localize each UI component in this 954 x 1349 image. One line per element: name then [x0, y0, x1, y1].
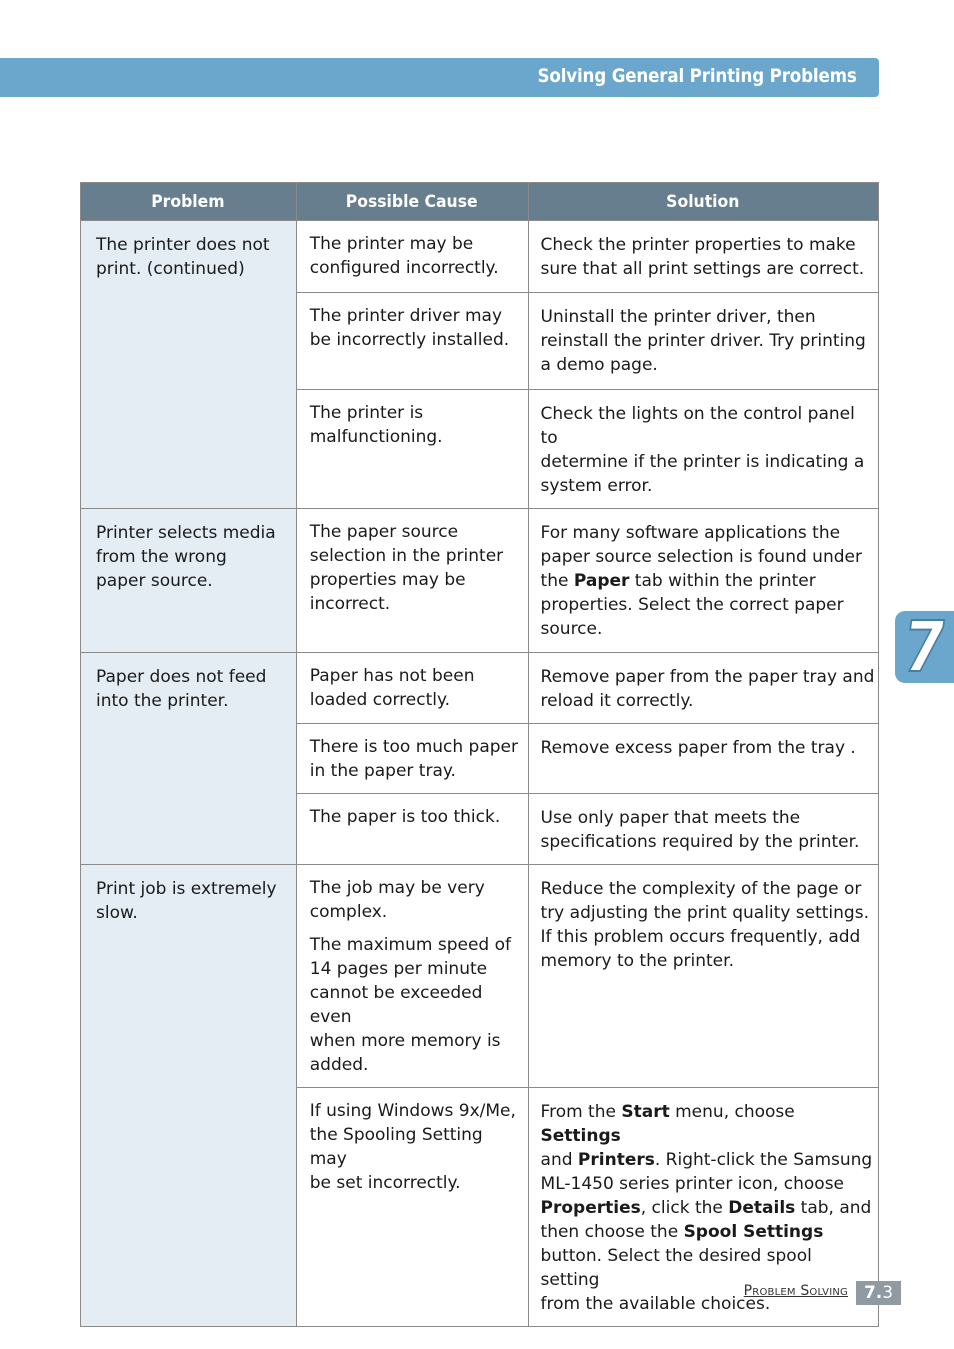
cause-text: The paper is too thick. — [309, 807, 501, 827]
solution-segment: From the — [540, 1102, 622, 1122]
cause-cell — [296, 293, 528, 390]
cause-cell — [296, 1088, 528, 1327]
problem-cell — [81, 221, 297, 509]
column-header-problem: Problem — [81, 183, 297, 221]
solution-text — [541, 305, 876, 377]
solution-text — [541, 736, 876, 760]
cause-text: If using Windows 9x/Me, the Spooling Setting may be set incorrectly. — [309, 1101, 516, 1193]
solution-cell — [528, 724, 878, 794]
problem-cell — [81, 865, 297, 1327]
cause-cell — [296, 724, 528, 794]
solution-segment: , click the — [640, 1198, 729, 1218]
solution-text — [541, 806, 876, 854]
solution-segment: Reduce the complexity of the page or try adjusting the print quality settings. If this problem occurs frequently, add memory to the printer. — [540, 879, 869, 971]
solution-segment: and — [540, 1150, 573, 1170]
cause-cell — [296, 390, 528, 509]
table-row — [81, 653, 879, 724]
solution-emphasis: Spool Settings — [683, 1222, 824, 1242]
problem-text: Print job is extremely slow. — [96, 879, 277, 923]
cause-cell — [296, 221, 528, 293]
cause-text: There is too much paper in the paper tray. — [309, 737, 519, 781]
solution-segment: Remove excess paper from the tray . — [540, 738, 856, 758]
solution-segment: tab within the printer properties. Select the correct paper source. — [540, 571, 844, 639]
cause-text: The job may be very complex. — [309, 878, 485, 922]
solution-emphasis: Settings — [540, 1126, 621, 1146]
problem-cell — [81, 509, 297, 653]
cause-text: The printer driver may be incorrectly installed. — [309, 306, 510, 350]
problem-text: The printer does not print. (continued) — [96, 235, 270, 279]
solution-text — [541, 521, 876, 641]
solution-segment: . Right-click the Samsung ML-1450 series printer icon, choose — [540, 1150, 873, 1194]
solution-text — [541, 665, 876, 713]
solution-segment: button. Select the desired spool setting from the available choices. — [540, 1246, 812, 1314]
solution-segment: For many software applications the paper source selection is found under the — [540, 523, 862, 591]
table-row — [81, 865, 879, 1088]
solution-segment: Check the lights on the control panel to determine if the printer is indicating a system error. — [540, 404, 865, 496]
section-title: Solving General Printing Problems — [537, 65, 857, 87]
table-row — [81, 509, 879, 653]
solution-emphasis: Start — [621, 1102, 670, 1122]
chapter-tab — [895, 606, 954, 688]
cause-text: The paper source selection in the printer properties may be incorrect. — [309, 522, 504, 614]
cause-cell — [296, 794, 528, 865]
cause-note-text: The maximum speed of 14 pages per minute cannot be exceeded even when more memory is added. — [309, 935, 511, 1075]
problem-text: Paper does not feed into the printer. — [96, 667, 267, 711]
solution-cell — [528, 865, 878, 1088]
section-header-bar — [0, 58, 879, 97]
cause-text: Paper has not been loaded correctly. — [309, 666, 475, 710]
table-body — [81, 221, 879, 1327]
cause-text: The printer may be configured incorrectly. — [309, 234, 499, 278]
solution-segment: Remove paper from the paper tray and reload it correctly. — [540, 667, 875, 711]
cause-text: The printer is malfunctioning. — [309, 403, 443, 447]
table-row — [81, 221, 879, 293]
column-header-solution: Solution — [528, 183, 878, 221]
solution-text — [541, 877, 876, 973]
troubleshooting-table — [80, 182, 879, 1327]
solution-segment: Check the printer properties to make sure that all print settings are correct. — [540, 235, 865, 279]
solution-cell — [528, 653, 878, 724]
chapter-number: 7 — [898, 606, 951, 688]
solution-cell — [528, 794, 878, 865]
solution-segment: Uninstall the printer driver, then reinstall the printer driver. Try printing a demo page. — [540, 307, 866, 375]
solution-emphasis: Properties — [540, 1198, 641, 1218]
solution-text — [541, 402, 876, 498]
problem-cell — [81, 653, 297, 865]
cause-cell — [296, 653, 528, 724]
solution-emphasis: Details — [728, 1198, 796, 1218]
solution-emphasis: Printers — [577, 1150, 655, 1170]
table-header-row — [81, 183, 879, 221]
solution-segment: menu, choose — [669, 1102, 795, 1122]
solution-cell — [528, 509, 878, 653]
solution-segment: tab, and then choose the — [540, 1198, 872, 1242]
solution-cell — [528, 221, 878, 293]
solution-emphasis: Paper — [573, 571, 630, 591]
cause-cell — [296, 865, 528, 1088]
solution-cell — [528, 390, 878, 509]
solution-segment: Use only paper that meets the specifications required by the printer. — [540, 808, 860, 852]
page-number: 7.3 — [856, 1281, 901, 1305]
solution-text — [541, 233, 876, 281]
solution-cell — [528, 293, 878, 390]
footer-section-label: Problem Solving — [743, 1283, 848, 1299]
problem-text: Printer selects media from the wrong paper source. — [96, 523, 276, 591]
cause-cell — [296, 509, 528, 653]
column-header-cause: Possible Cause — [296, 183, 528, 221]
